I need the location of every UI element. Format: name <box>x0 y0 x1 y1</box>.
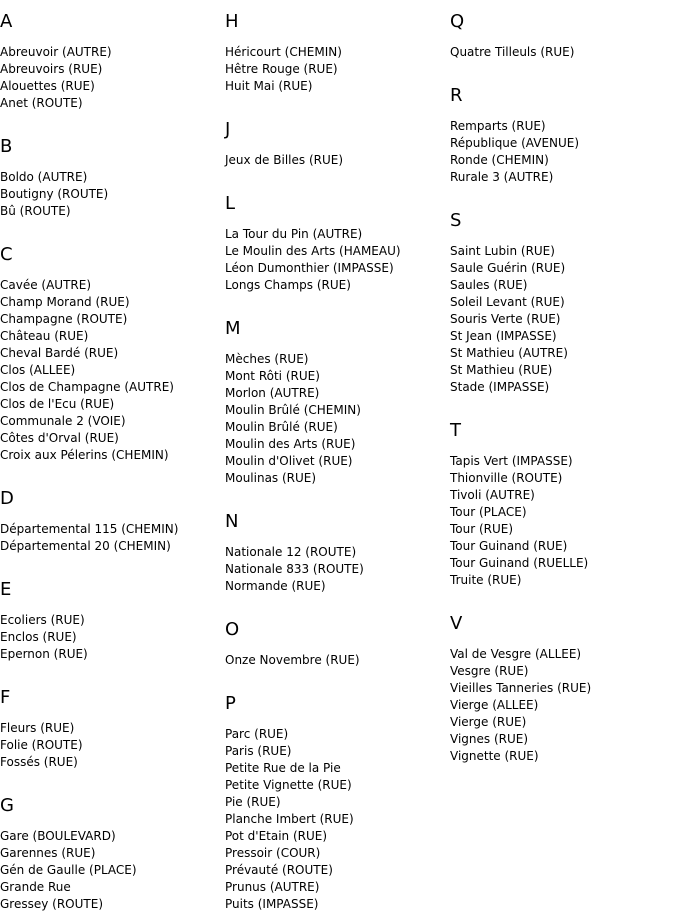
street-name: Normande (RUE) <box>225 579 326 593</box>
street-name: Thionville (ROUTE) <box>450 471 563 485</box>
street-name: Moulin Brûlé (CHEMIN) <box>225 403 361 417</box>
street-name: Tour Guinand (RUELLE) <box>450 556 589 570</box>
street-index-column-3 <box>450 9 670 765</box>
street-name: Garennes (RUE) <box>0 846 96 860</box>
street-name: Côtes d'Orval (RUE) <box>0 431 119 445</box>
street-name: Petite Vignette (RUE) <box>225 778 352 792</box>
street-name: Alouettes (RUE) <box>0 79 95 93</box>
letter-group <box>0 486 220 577</box>
letter-heading: G <box>0 795 14 816</box>
street-name: Soleil Levant (RUE) <box>450 295 565 309</box>
letter-heading: H <box>225 11 239 32</box>
street-name: Onze Novembre (RUE) <box>225 653 360 667</box>
street-name: Boldo (AUTRE) <box>0 170 88 184</box>
letter-group <box>0 9 220 134</box>
letter-group <box>225 9 445 117</box>
street-name: Cavée (AUTRE) <box>0 278 92 292</box>
street-name: Ronde (CHEMIN) <box>450 153 549 167</box>
street-name: Château (RUE) <box>0 329 89 343</box>
letter-group <box>0 577 220 685</box>
street-name: Morlon (AUTRE) <box>225 386 320 400</box>
street-list <box>0 44 220 112</box>
letter-group <box>450 208 670 418</box>
letter-heading: S <box>450 210 462 231</box>
letter-group <box>450 418 670 611</box>
street-name: Parc (RUE) <box>225 727 289 741</box>
street-name: Pie (RUE) <box>225 795 281 809</box>
street-name: Planche Imbert (RUE) <box>225 812 354 826</box>
street-list <box>450 44 670 61</box>
group-spacer <box>0 220 220 242</box>
letter-group <box>0 134 220 242</box>
group-spacer <box>225 169 445 191</box>
street-name: Vieilles Tanneries (RUE) <box>450 681 592 695</box>
street-name: Boutigny (ROUTE) <box>0 187 109 201</box>
street-name: Vierge (ALLEE) <box>450 698 539 712</box>
street-list <box>450 243 670 396</box>
letter-group <box>225 617 445 691</box>
street-name: Bû (ROUTE) <box>0 204 71 218</box>
street-name: St Jean (IMPASSE) <box>450 329 557 343</box>
street-name: Mont Rôti (RUE) <box>225 369 320 383</box>
street-name: Cheval Bardé (RUE) <box>0 346 119 360</box>
letter-group <box>225 316 445 509</box>
letter-heading: V <box>450 613 463 634</box>
letter-heading: J <box>225 119 231 140</box>
letter-heading: B <box>0 136 13 157</box>
street-name: Quatre Tilleuls (RUE) <box>450 45 575 59</box>
street-name: Tivoli (AUTRE) <box>450 488 535 502</box>
street-name: Tour (RUE) <box>450 522 514 536</box>
street-name: Ecoliers (RUE) <box>0 613 85 627</box>
street-name: Saule Guérin (RUE) <box>450 261 566 275</box>
letter-heading: T <box>450 420 461 441</box>
street-list <box>225 726 445 913</box>
street-list <box>225 544 445 595</box>
group-spacer <box>450 396 670 418</box>
group-spacer <box>0 555 220 577</box>
street-name: Clos (ALLEE) <box>0 363 76 377</box>
letter-heading: F <box>0 687 11 708</box>
street-list <box>0 720 220 771</box>
street-name: Héricourt (CHEMIN) <box>225 45 342 59</box>
letter-heading: P <box>225 693 236 714</box>
street-name: Le Moulin des Arts (HAMEAU) <box>225 244 401 258</box>
street-name: Nationale 12 (ROUTE) <box>225 545 357 559</box>
letter-heading: E <box>0 579 12 600</box>
street-name: Truite (RUE) <box>450 573 522 587</box>
street-name: Tapis Vert (IMPASSE) <box>450 454 573 468</box>
letter-group <box>225 117 445 191</box>
street-name: Tour (PLACE) <box>450 505 527 519</box>
street-name: Vignes (RUE) <box>450 732 529 746</box>
letter-group <box>225 509 445 617</box>
group-spacer <box>450 61 670 83</box>
street-name: Léon Dumonthier (IMPASSE) <box>225 261 394 275</box>
street-name: Communale 2 (VOIE) <box>0 414 126 428</box>
letter-group <box>225 691 445 913</box>
street-name: Vesgre (RUE) <box>450 664 529 678</box>
street-name: Nationale 833 (ROUTE) <box>225 562 364 576</box>
street-name: Vierge (RUE) <box>450 715 527 729</box>
street-list <box>225 44 445 95</box>
street-name: Champ Morand (RUE) <box>0 295 130 309</box>
street-name: Saules (RUE) <box>450 278 528 292</box>
group-spacer <box>450 186 670 208</box>
street-list <box>450 118 670 186</box>
street-name: Gressey (ROUTE) <box>0 897 103 911</box>
street-name: Pressoir (COUR) <box>225 846 321 860</box>
street-name: Moulinas (RUE) <box>225 471 317 485</box>
street-name: Remparts (RUE) <box>450 119 546 133</box>
street-name: Départemental 115 (CHEMIN) <box>0 522 179 536</box>
street-name: Anet (ROUTE) <box>0 96 83 110</box>
street-name: Départemental 20 (CHEMIN) <box>0 539 171 553</box>
letter-heading: D <box>0 488 14 509</box>
street-list <box>225 152 445 169</box>
street-name: Petite Rue de la Pie <box>225 761 341 775</box>
letter-heading: Q <box>450 11 465 32</box>
street-list <box>450 646 670 765</box>
letter-heading: O <box>225 619 240 640</box>
letter-group <box>450 611 670 765</box>
street-index-column-2 <box>225 9 445 913</box>
letter-group <box>450 83 670 208</box>
letter-heading: M <box>225 318 241 339</box>
letter-heading: A <box>0 11 13 32</box>
street-name: Champagne (ROUTE) <box>0 312 128 326</box>
street-name: Hêtre Rouge (RUE) <box>225 62 338 76</box>
street-list <box>225 351 445 487</box>
street-name: Moulin des Arts (RUE) <box>225 437 356 451</box>
letter-group <box>225 191 445 316</box>
group-spacer <box>450 589 670 611</box>
letter-heading: N <box>225 511 239 532</box>
street-name: La Tour du Pin (AUTRE) <box>225 227 363 241</box>
street-list <box>0 521 220 555</box>
street-name: Abreuvoirs (RUE) <box>0 62 103 76</box>
street-name: Rurale 3 (AUTRE) <box>450 170 554 184</box>
street-name: Mèches (RUE) <box>225 352 309 366</box>
street-name: République (AVENUE) <box>450 136 580 150</box>
letter-group <box>0 242 220 486</box>
street-name: Vignette (RUE) <box>450 749 539 763</box>
street-list <box>450 453 670 589</box>
group-spacer <box>225 294 445 316</box>
group-spacer <box>225 595 445 617</box>
street-name: Fleurs (RUE) <box>0 721 75 735</box>
street-name: Moulin Brûlé (RUE) <box>225 420 338 434</box>
street-list <box>0 169 220 220</box>
street-name: Huit Mai (RUE) <box>225 79 313 93</box>
street-list <box>0 828 220 913</box>
street-name: Moulin d'Olivet (RUE) <box>225 454 353 468</box>
street-name: Fossés (RUE) <box>0 755 78 769</box>
street-name: Paris (RUE) <box>225 744 292 758</box>
street-name: Folie (ROUTE) <box>0 738 83 752</box>
group-spacer <box>0 464 220 486</box>
group-spacer <box>0 112 220 134</box>
street-name: Prunus (AUTRE) <box>225 880 320 894</box>
street-name: Gén de Gaulle (PLACE) <box>0 863 137 877</box>
street-name: Prévauté (ROUTE) <box>225 863 333 877</box>
street-list <box>225 226 445 294</box>
street-name: Saint Lubin (RUE) <box>450 244 555 258</box>
street-name: Jeux de Billes (RUE) <box>225 153 344 167</box>
street-name: Grande Rue <box>0 880 71 894</box>
letter-group <box>450 9 670 83</box>
street-list <box>0 277 220 464</box>
letter-group <box>0 685 220 793</box>
street-name: Tour Guinand (RUE) <box>450 539 568 553</box>
letter-heading: L <box>225 193 236 214</box>
street-name: Epernon (RUE) <box>0 647 88 661</box>
group-spacer <box>0 663 220 685</box>
street-name: Stade (IMPASSE) <box>450 380 550 394</box>
letter-heading: C <box>0 244 13 265</box>
street-name: Clos de l'Ecu (RUE) <box>0 397 115 411</box>
street-name: Longs Champs (RUE) <box>225 278 351 292</box>
group-spacer <box>0 771 220 793</box>
street-name: Croix aux Pélerins (CHEMIN) <box>0 448 169 462</box>
street-name: Pot d'Etain (RUE) <box>225 829 328 843</box>
street-index-column-1 <box>0 9 220 913</box>
street-name: Enclos (RUE) <box>0 630 77 644</box>
street-name: St Mathieu (AUTRE) <box>450 346 568 360</box>
street-name: Gare (BOULEVARD) <box>0 829 116 843</box>
street-list <box>225 652 445 669</box>
group-spacer <box>225 669 445 691</box>
street-name: Puits (IMPASSE) <box>225 897 319 911</box>
street-name: Souris Verte (RUE) <box>450 312 561 326</box>
letter-heading: R <box>450 85 463 106</box>
street-name: St Mathieu (RUE) <box>450 363 553 377</box>
group-spacer <box>225 487 445 509</box>
street-list <box>0 612 220 663</box>
street-name: Abreuvoir (AUTRE) <box>0 45 112 59</box>
letter-group <box>0 793 220 913</box>
street-name: Clos de Champagne (AUTRE) <box>0 380 174 394</box>
group-spacer <box>225 95 445 117</box>
street-name: Val de Vesgre (ALLEE) <box>450 647 582 661</box>
